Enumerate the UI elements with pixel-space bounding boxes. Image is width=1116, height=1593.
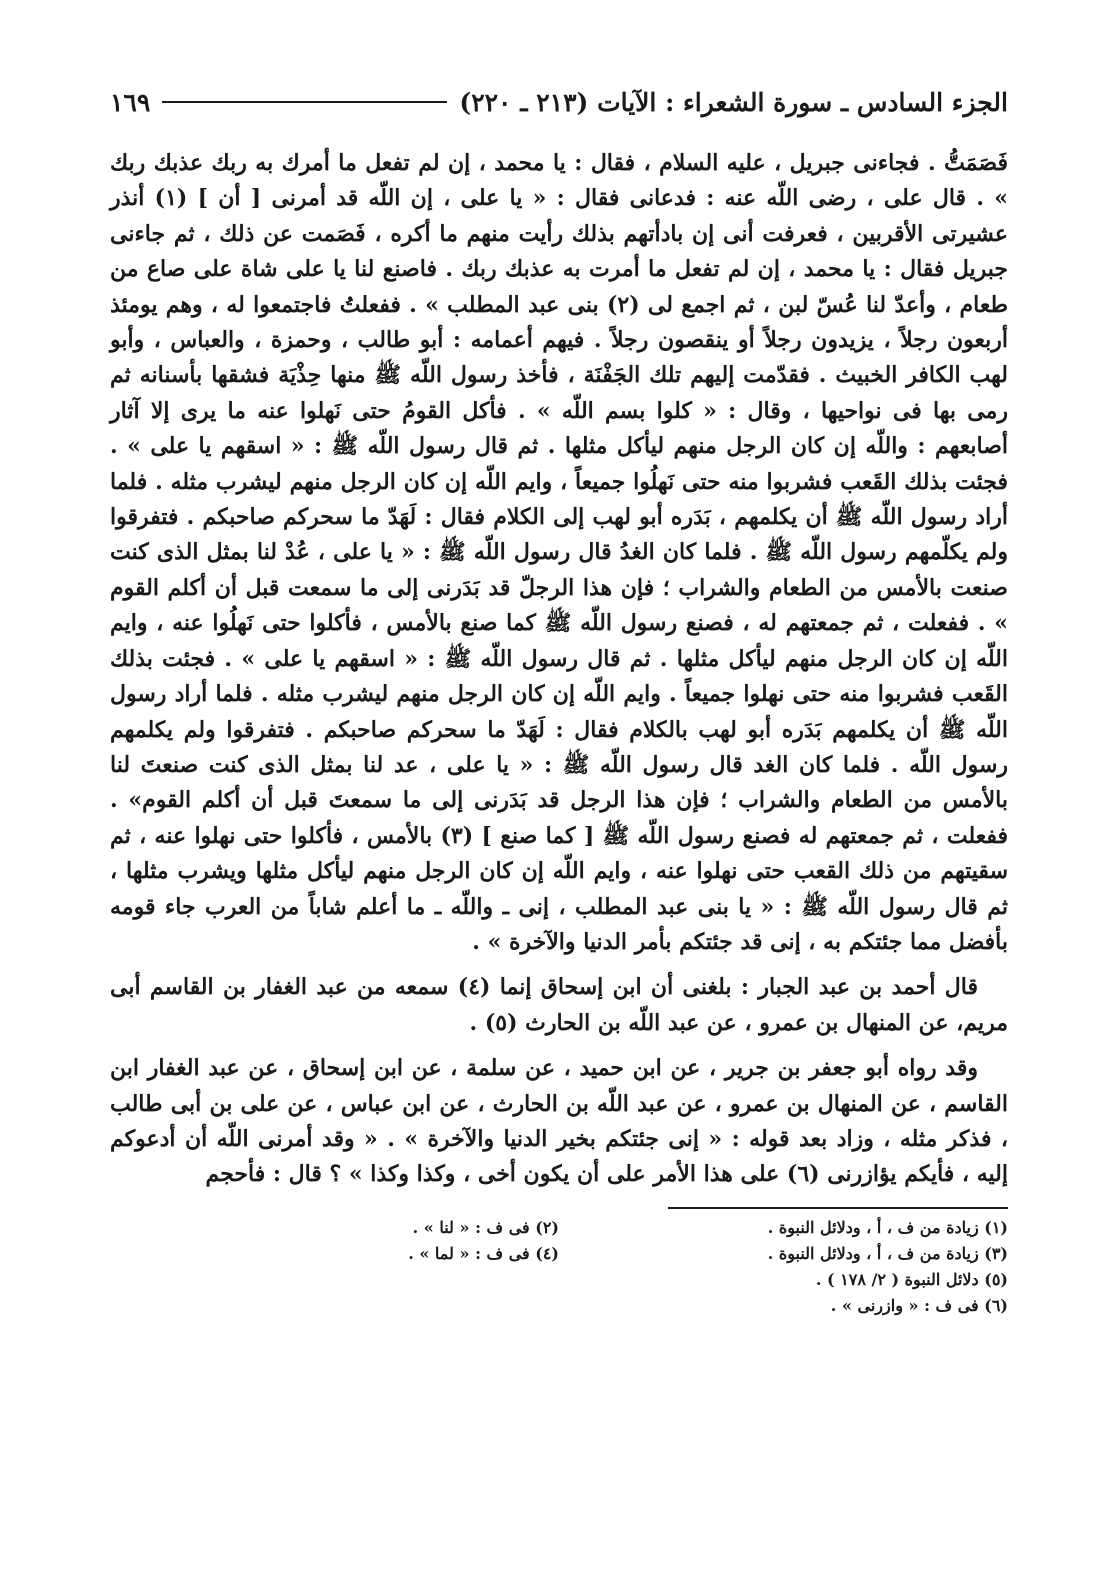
header-title: الجزء السادس ـ سورة الشعراء : الآيات (٢١٣ ـ ٢٢٠)	[459, 87, 1008, 117]
footnote-6: (٦) فى ف : « وازرنى » .	[830, 1295, 1008, 1315]
footnote-row	[110, 1241, 1008, 1267]
paragraph-1: فَصَمَتُّ . فجاءنى جبريل ، عليه السلام ، فقال : يا محمد ، إن لم تفعل ما أمرك به ربك عذبك ربك » . قال على ، رضى اللّه عنه : فدعانى فقال : « يا على ، إن اللّه قد أمرنى [ أن ] (١) أنذر عشيرتى الأقربين ، فعرفت أنى إن بادأتهم بذلك رأيت منهم ما أكره ، فَصَمت عن ذلك ، ثم جاءنى جبريل فقال : يا محمد ، إن لم تفعل ما أمرت به عذبك ربك . فاصنع لنا يا على شاة على صاع من طعام ، وأعدّ لنا عُسّ لبن ، ثم اجمع لى (٢) بنى عبد المطلب » . ففعلتُ فاجتمعوا له ، وهم يومئذ أربعون رجلاً ، يزيدون رجلاً أو ينقصون رجلاً . فيهم أعمامه : أبو طالب ، وحمزة ، والعباس ، وأبو لهب الكافر الخبيث . فقدّمت إليهم تلك الجَفْنَة ، فأخذ رسول اللّه ﷺ منها حِذْيَة فشقها بأسنانه ثم رمى بها فى نواحيها ، وقال : « كلوا بسم اللّه » . فأكل القومُ حتى نَهلوا عنه ما يرى إلا آثار أصابعهم : واللّه إن كان الرجل منهم ليأكل مثلها . ثم قال رسول اللّه ﷺ : « اسقهم يا على » . فجئت بذلك القَعب فشربوا منه حتى نَهلُوا جميعاً ، وايم اللّه إن كان الرجل منهم ليشرب مثله . فلما أراد رسول اللّه ﷺ أن يكلمهم ، بَدَره أبو لهب إلى الكلام فقال : لَهَدّ ما سحركم صاحبكم . فتفرقوا ولم يكلّمهم رسول اللّه ﷺ . فلما كان الغدُ قال رسول اللّه ﷺ : « يا على ، عُدْ لنا بمثل الذى كنت صنعت بالأمس من الطعام والشراب ؛ فإن هذا الرجلّ قد بَدَرنى إلى ما سمعت قبل أن أكلم القوم » . ففعلت ، ثم جمعتهم له ، فصنع رسول اللّه ﷺ كما صنع بالأمس ، فأكلوا حتى نَهلُوا عنه ، وايم اللّه إن كان الرجل منهم ليأكل مثلها . ثم قال رسول اللّه ﷺ : « اسقهم يا على » . فجئت بذلك القَعب فشربوا منه حتى نهلوا جميعاً . وايم اللّه إن كان الرجل منهم ليشرب مثله . فلما أراد رسول اللّه ﷺ أن يكلمهم بَدَره أبو لهب بالكلام فقال : لَهَدّ ما سحركم صاحبكم . فتفرقوا ولم يكلمهم رسول اللّه . فلما كان الغد قال رسول اللّه ﷺ : « يا على ، عد لنا بمثل الذى كنت صنعتَ لنا بالأمس من الطعام والشراب ؛ فإن هذا الرجل قد بَدَرنى إلى ما سمعتَ قبل أن أكلم القوم» . ففعلت ، ثم جمعتهم له فصنع رسول اللّه ﷺ [ كما صنع ] (٣) بالأمس ، فأكلوا حتى نهلوا عنه ، ثم سقيتهم من ذلك القعب حتى نهلوا عنه ، وايم اللّه إن كان الرجل منهم ليأكل مثلها ويشرب مثلها ، ثم قال رسول اللّه ﷺ : « يا بنى عبد المطلب ، إنى ـ واللّه ـ ما أعلم شاباً من العرب جاء قومه بأفضل مما جئتكم به ، إنى قد جئتكم بأمر الدنيا والآخرة » .	[110, 150, 1009, 955]
footnote-4: (٤) فى ف : « لما » .	[408, 1243, 559, 1263]
main-text	[110, 146, 1008, 1193]
footnote-row	[110, 1215, 1008, 1241]
paragraph-2: قال أحمد بن عبد الجبار : بلغنى أن ابن إسحاق إنما (٤) سمعه من عبد الغفار بن القاسم أبى مريم، عن المنهال بن عمرو ، عن عبد اللّه بن الحارث (٥) .	[110, 974, 1008, 1036]
footnote-2: (٢) فى ف : « لنا » .	[412, 1217, 559, 1237]
paragraph-3: وقد رواه أبو جعفر بن جرير ، عن ابن حميد ، عن سلمة ، عن ابن إسحاق ، عن عبد الغفار ابن القاسم ، عن المنهال بن عمرو ، عن عبد اللّه بن الحارث ، عن ابن عباس ، عن على بن أبى طالب ، فذكر مثله ، وزاد بعد قوله : « إنى جئتكم بخير الدنيا والآخرة » . « وقد أمرنى اللّه أن أدعوكم إليه ، فأيكم يؤازرنى (٦) على هذا الأمر على أن يكون أخى ، وكذا وكذا » ؟ قال : فأحجم	[110, 1055, 1008, 1188]
footnotes	[110, 1215, 1008, 1319]
footnote-5: (٥) دلائل النبوة ( ٢/ ١٧٨ ) .	[815, 1269, 1008, 1289]
footnote-divider	[668, 1207, 1008, 1209]
footnote-3: (٣) زيادة من ف ، أ ، ودلائل النبوة .	[767, 1243, 1008, 1263]
running-header	[110, 80, 1008, 124]
footnote-row	[110, 1293, 1008, 1319]
footnote-row	[110, 1267, 1008, 1293]
page-number: ١٦٩	[110, 87, 151, 117]
header-rule	[162, 101, 447, 103]
book-page	[110, 80, 1008, 1319]
footnote-1: (١) زيادة من ف ، أ ، ودلائل النبوة .	[767, 1217, 1008, 1237]
